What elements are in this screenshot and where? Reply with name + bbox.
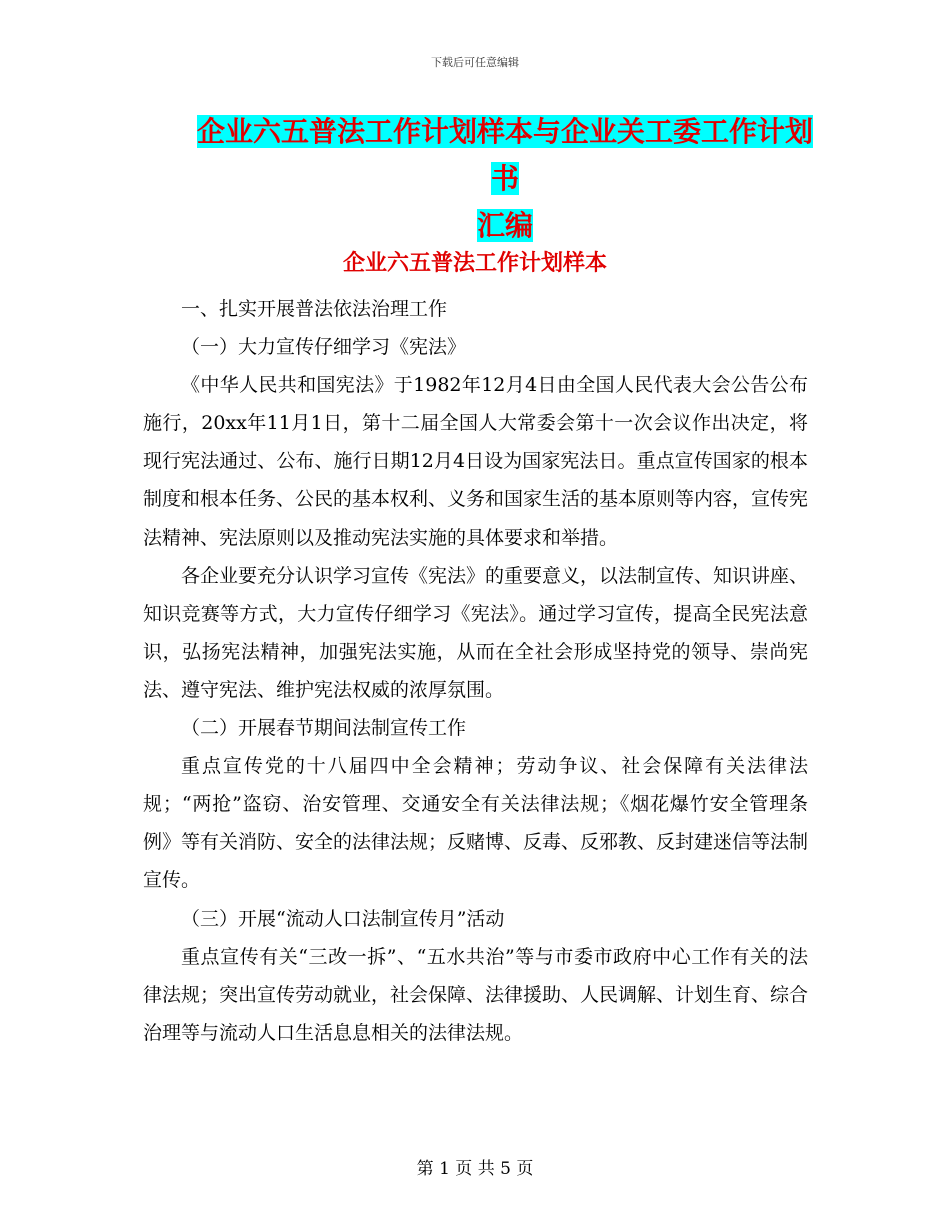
document-title-line-1: 企业六五普法工作计划样本与企业关工委工作计划书 (196, 115, 813, 195)
page-footer: 第 1 页 共 5 页 (416, 1159, 534, 1179)
header-note: 下载后可任意编辑 (431, 56, 519, 69)
paragraph: 各企业要充分认识学习宣传《宪法》的重要意义，以法制宣传、知识讲座、知识竞赛等方式，大力宣传仔细学习《宪法》。通过学习宣传，提高全民宪法意识，弘扬宪法精神，加强宪法实施，从而在全社会形成坚持党的领导、崇尚宪法、遵守宪法、维护宪法权威的浓厚氛围。 (143, 564, 809, 701)
subheading-2: （二）开展春节期间法制宣传工作 (181, 717, 467, 740)
heading-1: 一、扎实开展普法依法治理工作 (181, 298, 448, 320)
paragraph: 重点宣传有关“三改一拆”、“五水共治”等与市委市政府中心工作有关的法律法规；突出宣传劳动就业，社会保障、法律援助、人民调解、计划生育、综合治理等与流动人口生活息息相关的法律法规。 (143, 945, 809, 1044)
subheading-1: （一）大力宣传仔细学习《宪法》 (181, 336, 467, 359)
document-title (190, 108, 820, 249)
paragraph: 《中华人民共和国宪法》于1982年12月4日由全国人民代表大会公告公布施行，20xx年11月1日，第十二届全国人大常委会第十一次会议作出决定，将现行宪法通过、公布、施行日期12月4日设为国家宪法日。重点宣传国家的根本制度和根本任务、公民的基本权利、义务和国家生活的基本原则等内容，宣传宪法精神、宪法原则以及推动宪法实施的具体要求和举措。 (143, 374, 809, 549)
body-text (143, 290, 808, 1052)
paragraph: 重点宣传党的十八届四中全会精神；劳动争议、社会保障有关法律法规；“两抢”盗窃、治安管理、交通安全有关法律法规；《烟花爆竹安全管理条例》等有关消防、安全的法律法规；反赌博、反毒、反邪教、反封建迷信等法制宣传。 (143, 755, 809, 892)
section-title: 企业六五普法工作计划样本 (342, 250, 607, 276)
document-title-line-2: 汇编 (476, 209, 533, 242)
subheading-3: （三）开展“流动人口法制宣传月”活动 (181, 907, 505, 930)
